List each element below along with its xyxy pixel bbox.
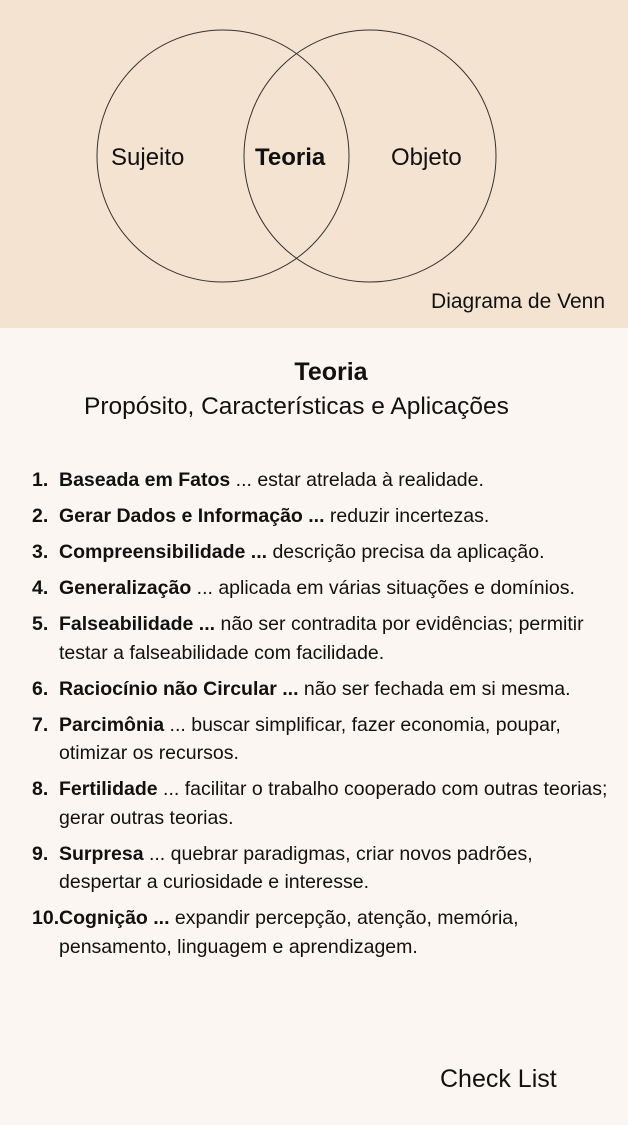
- item-ellipsis: ...: [302, 505, 325, 527]
- list-item: [32, 466, 612, 495]
- item-description: buscar simplificar, fazer economia, poupar, otimizar os recursos.: [59, 713, 561, 764]
- list-item: [32, 538, 612, 567]
- item-term: Surpresa: [59, 842, 144, 865]
- list-item: [32, 711, 612, 768]
- item-description: estar atrelada à realidade.: [251, 469, 484, 491]
- item-description: não ser contradita por evidências; permitir testar a falseabilidade com facilidade.: [59, 613, 584, 664]
- item-term: Gerar Dados e Informação: [59, 505, 303, 527]
- item-term: Fertilidade: [59, 778, 158, 800]
- list-item: [32, 574, 612, 603]
- item-ellipsis: ...: [230, 469, 252, 491]
- item-ellipsis: ...: [164, 713, 186, 736]
- item-description: expandir percepção, atenção, memória, pensamento, linguagem e aprendizagem.: [59, 907, 519, 958]
- item-number: 1.: [32, 469, 49, 491]
- list-item: [32, 675, 612, 704]
- item-ellipsis: ...: [276, 677, 299, 700]
- item-term: Cognição: [59, 907, 148, 929]
- item-ellipsis: ...: [157, 778, 180, 800]
- venn-caption: Diagrama de Venn: [431, 290, 605, 313]
- item-number: 4.: [32, 577, 49, 599]
- list-item: [32, 610, 612, 667]
- page-title: Teoria: [294, 358, 368, 386]
- item-term: Falseabilidade: [59, 613, 194, 635]
- venn-label-sujeito: Sujeito: [111, 144, 185, 171]
- item-number: 5.: [32, 613, 49, 635]
- list-item: [32, 775, 612, 832]
- item-number: 10.: [32, 907, 60, 929]
- item-description: aplicada em várias situações e domínios.: [212, 577, 575, 599]
- characteristics-list: [32, 466, 612, 969]
- item-term: Generalização: [59, 577, 192, 599]
- item-number: 6.: [32, 677, 49, 700]
- item-description: descrição precisa da aplicação.: [267, 541, 545, 563]
- item-description: quebrar paradigmas, criar novos padrões, despertar a curiosidade e interesse.: [59, 842, 533, 893]
- item-ellipsis: ...: [245, 541, 268, 563]
- item-number: 8.: [32, 778, 49, 800]
- item-description: facilitar o trabalho cooperado com outras teorias; gerar outras teorias.: [59, 778, 608, 829]
- item-number: 9.: [32, 842, 49, 865]
- item-number: 7.: [32, 713, 49, 736]
- item-number: 3.: [32, 541, 49, 563]
- item-term: Parcimônia: [59, 713, 165, 736]
- venn-diagram-panel: [0, 0, 628, 328]
- item-description: não ser fechada em si mesma.: [298, 677, 571, 700]
- item-term: Baseada em Fatos: [59, 469, 231, 491]
- list-item: [32, 502, 612, 531]
- item-description: reduzir incertezas.: [324, 505, 490, 527]
- item-ellipsis: ...: [143, 842, 166, 865]
- item-number: 2.: [32, 505, 49, 527]
- page-subtitle: Propósito, Características e Aplicações: [84, 393, 509, 420]
- venn-label-objeto: Objeto: [391, 144, 462, 171]
- checklist-label: Check List: [440, 1065, 557, 1093]
- item-term: Raciocínio não Circular: [59, 677, 277, 700]
- item-ellipsis: ...: [193, 613, 216, 635]
- item-ellipsis: ...: [147, 907, 170, 929]
- list-item: [32, 840, 612, 897]
- list-item: [32, 904, 612, 961]
- item-ellipsis: ...: [191, 577, 213, 599]
- item-term: Compreensibilidade: [59, 541, 246, 563]
- venn-label-teoria: Teoria: [255, 144, 326, 171]
